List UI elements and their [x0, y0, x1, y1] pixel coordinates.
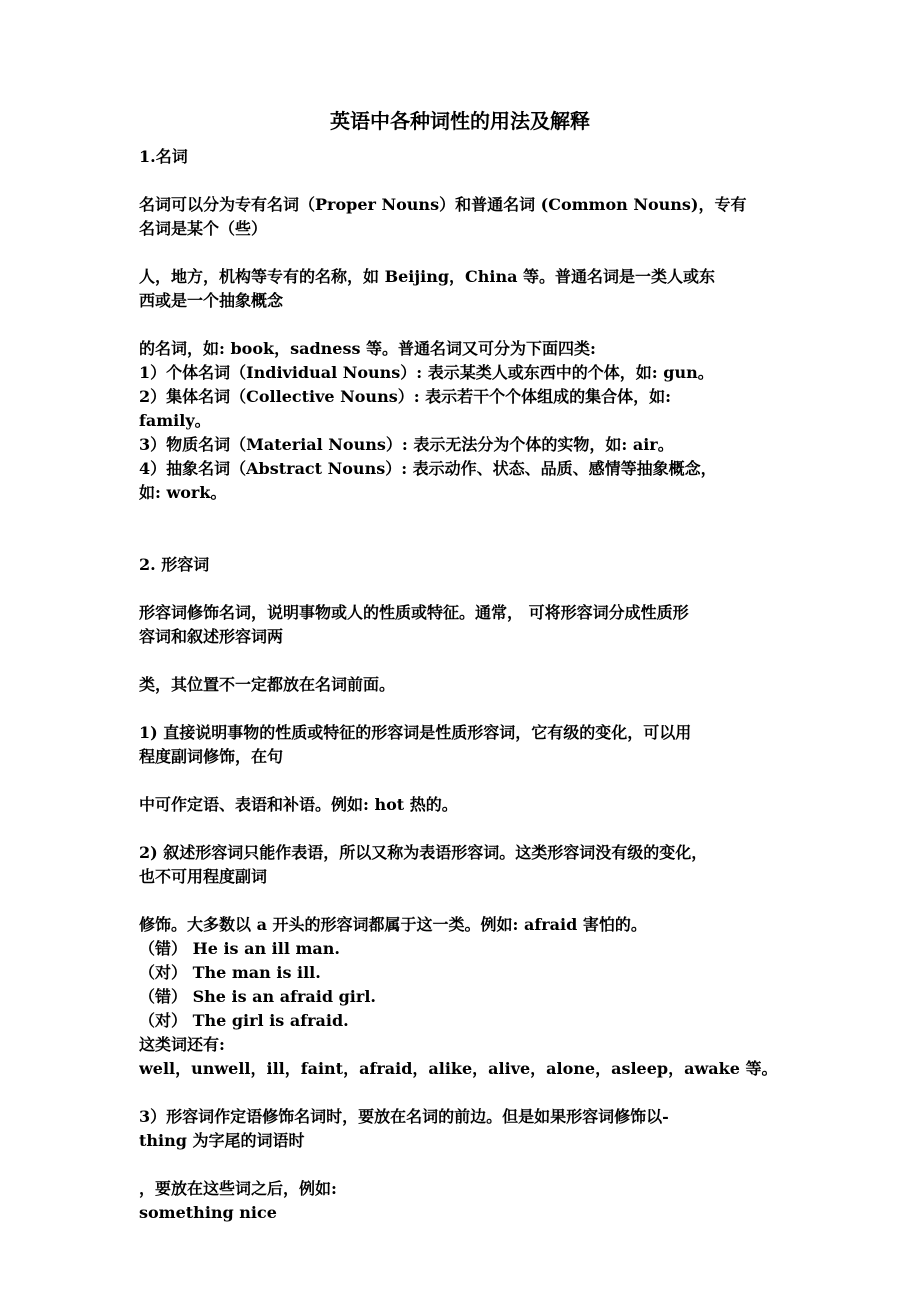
example-line: （对） The man is ill. — [139, 963, 321, 982]
document-title: 英语中各种词性的用法及解释 — [330, 109, 590, 133]
paragraph-line: 3）形容词作定语修饰名词时，要放在名词的前边。但是如果形容词修饰以- — [139, 1107, 669, 1126]
list-item: 4）抽象名词（Abstract Nouns）: 表示动作、状态、品质、感情等抽象概念， — [139, 459, 717, 478]
list-item: 3）物质名词（Material Nouns）: 表示无法分为个体的实物，如: air。 — [139, 435, 674, 454]
paragraph-line: 名词是某个（些） — [139, 219, 268, 238]
list-item: 1）个体名词（Individual Nouns）: 表示某类人或东西中的个体，如: gun。 — [139, 363, 714, 382]
paragraph-line: 程度副词修饰，在句 — [139, 747, 284, 766]
paragraph-line: 形容词修饰名词，说明事物或人的性质或特征。通常， 可将形容词分成性质形 — [139, 603, 689, 622]
example-line: （错） She is an afraid girl. — [139, 987, 376, 1006]
example-line: something nice — [139, 1203, 277, 1222]
paragraph-line: 西或是一个抽象概念 — [139, 291, 284, 310]
paragraph-line: 2) 叙述形容词只能作表语，所以又称为表语形容词。这类形容词没有级的变化， — [139, 843, 708, 862]
paragraph-line: 容词和叙述形容词两 — [139, 627, 284, 646]
list-item-continuation: 如: work。 — [139, 483, 227, 502]
example-line: （错） He is an ill man. — [139, 939, 340, 958]
word-list-line: well，unwell，ill，faint，afraid，alike，alive，alone，asleep，awake 等。 — [139, 1059, 778, 1078]
paragraph-line: 1) 直接说明事物的性质或特征的形容词是性质形容词，它有级的变化，可以用 — [139, 723, 692, 742]
paragraph-line: 的名词，如: book，sadness 等。普通名词又可分为下面四类: — [139, 339, 596, 358]
paragraph-line: 这类词还有: — [139, 1035, 225, 1054]
list-item: 2）集体名词（Collective Nouns）: 表示若干个个体组成的集合体，如: — [139, 387, 672, 406]
paragraph-line: 名词可以分为专有名词（Proper Nouns）和普通名词 (Common Nouns)，专有 — [139, 195, 747, 214]
section-heading-noun: 1.名词 — [139, 147, 188, 166]
paragraph-line: 人，地方，机构等专有的名称，如 Beijing，China 等。普通名词是一类人或东 — [139, 267, 716, 286]
section-heading-adjective: 2. 形容词 — [139, 555, 210, 574]
paragraph-line: 中可作定语、表语和补语。例如: hot 热的。 — [139, 795, 458, 814]
list-item-continuation: family。 — [139, 411, 211, 430]
example-line: （对） The girl is afraid. — [139, 1011, 349, 1030]
paragraph-line: ，要放在这些词之后，例如: — [139, 1179, 337, 1198]
paragraph-line: 类，其位置不一定都放在名词前面。 — [139, 675, 396, 694]
paragraph-line: 也不可用程度副词 — [139, 867, 268, 886]
paragraph-line: 修饰。大多数以 a 开头的形容词都属于这一类。例如: afraid 害怕的。 — [139, 915, 647, 934]
paragraph-line: thing 为字尾的词语时 — [139, 1131, 305, 1150]
